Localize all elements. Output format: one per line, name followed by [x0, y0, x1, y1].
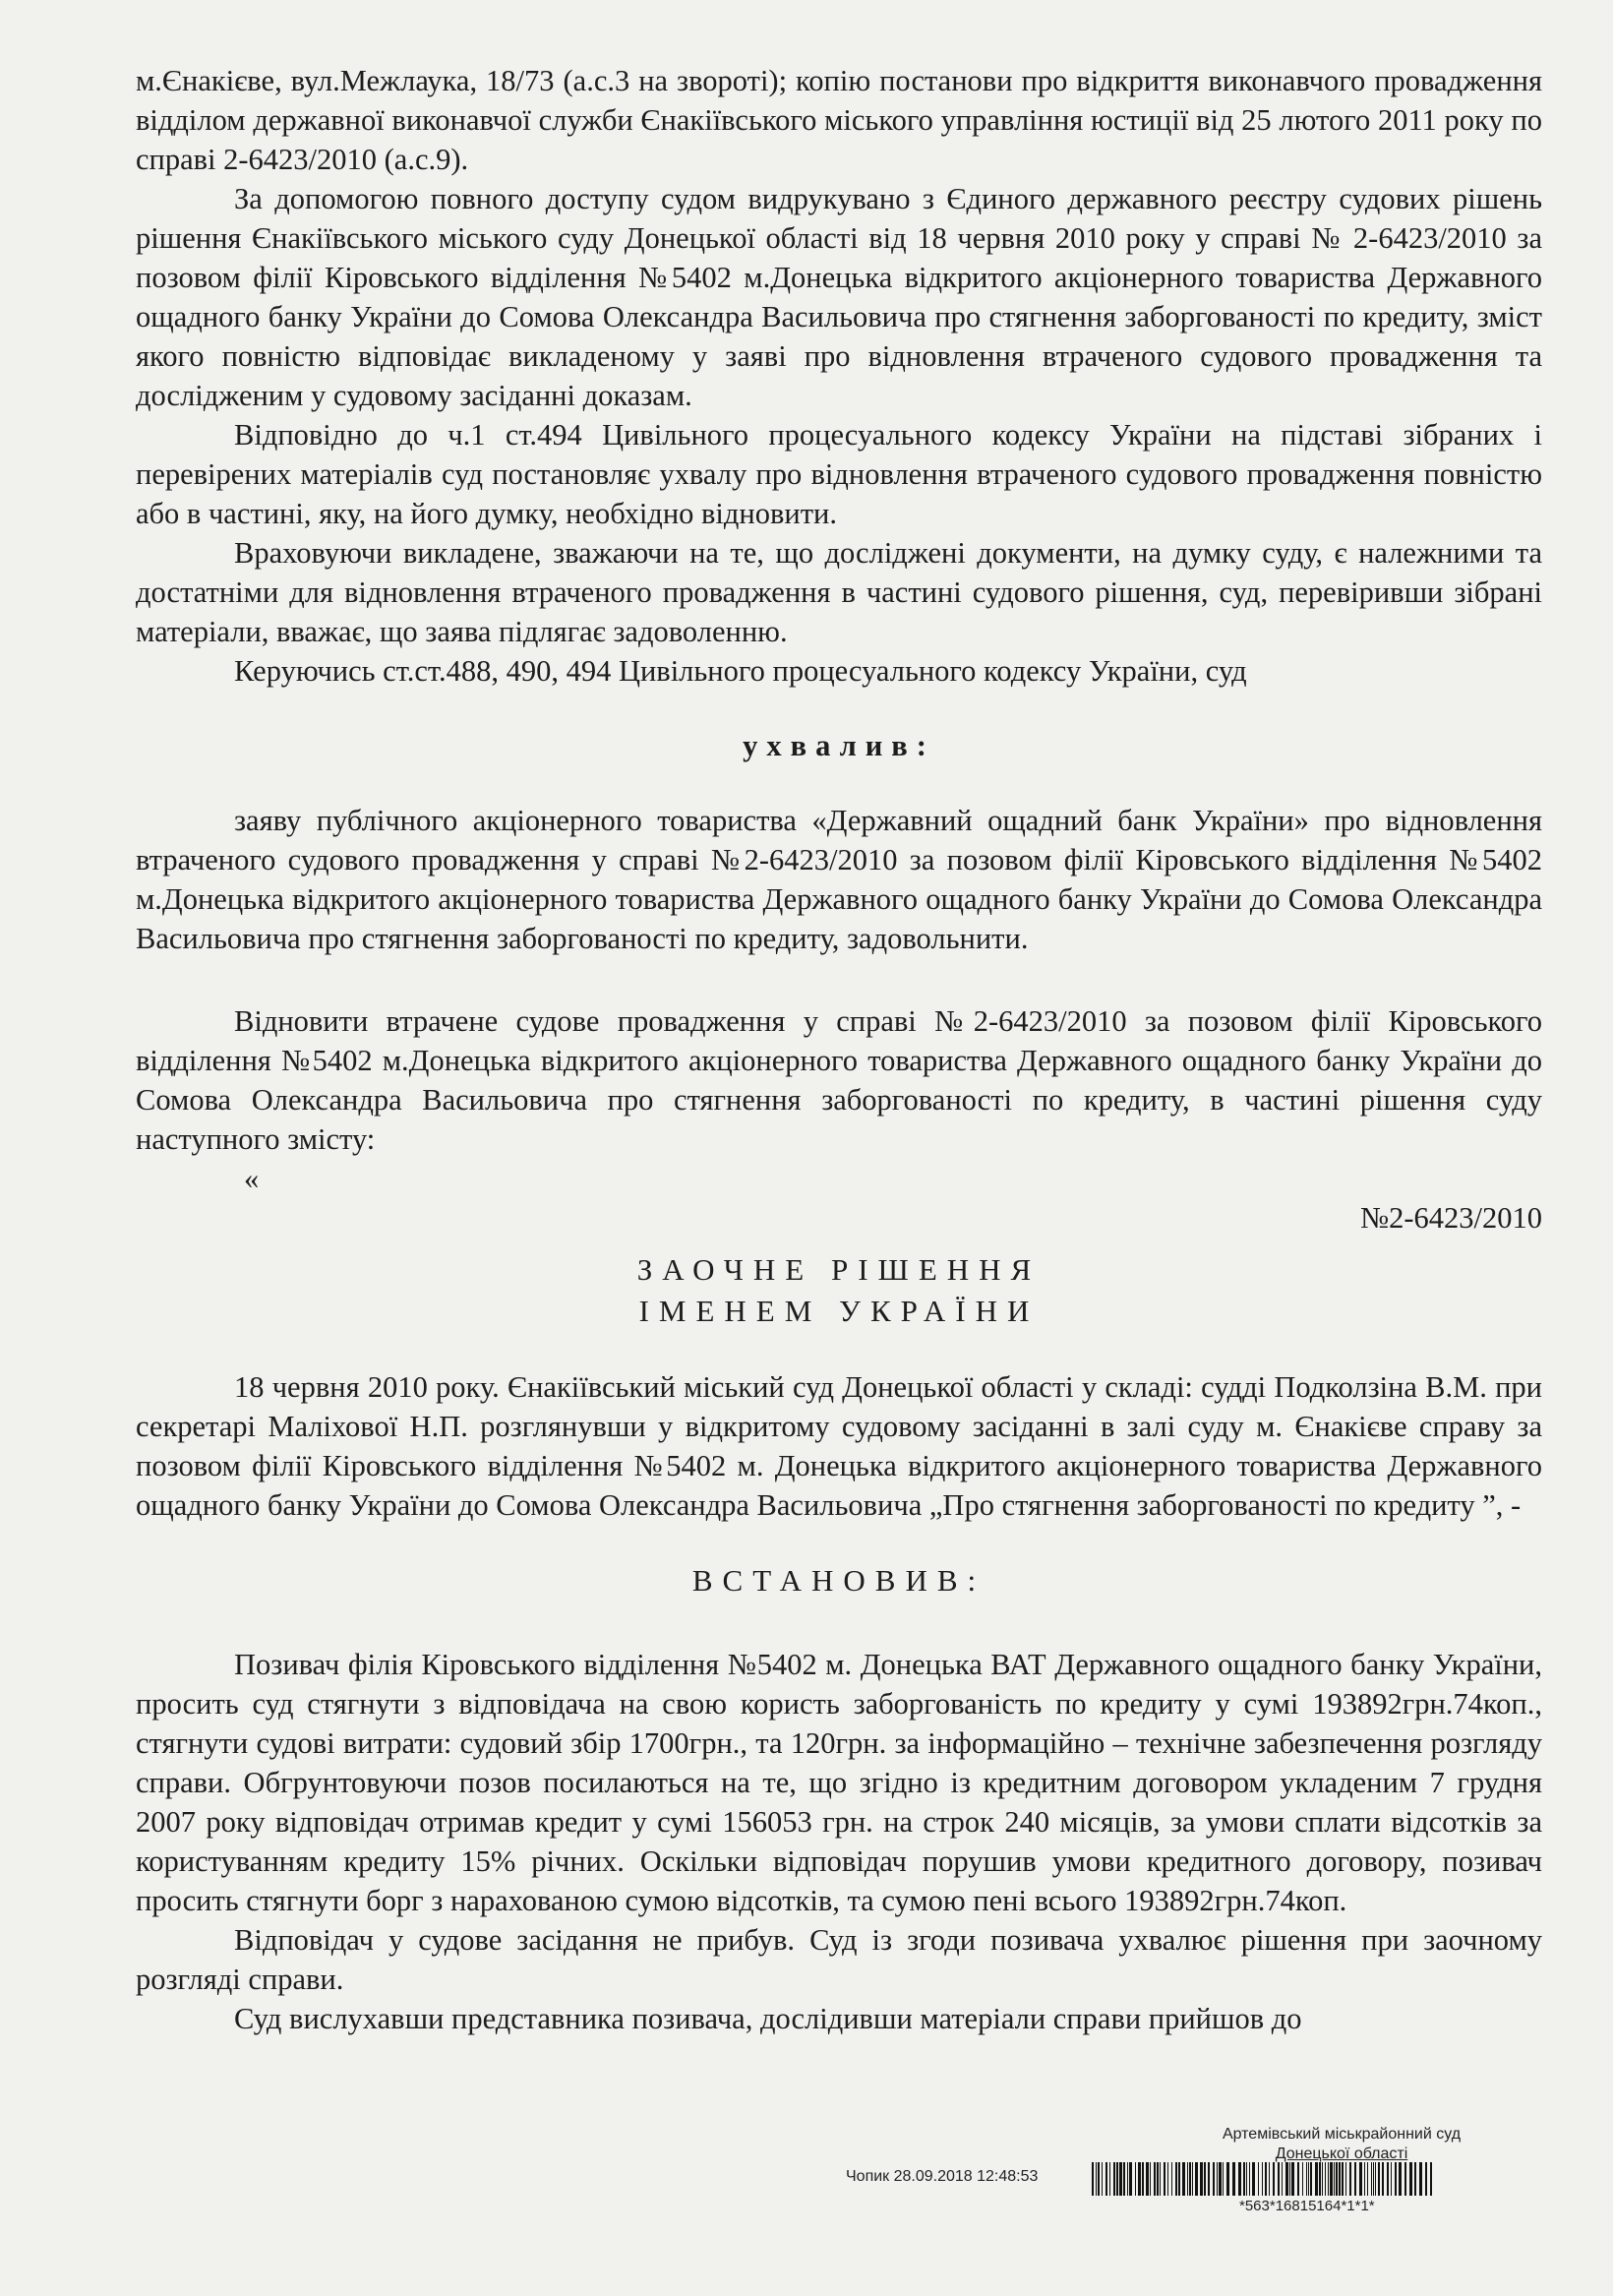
resolution-heading: ухвалив:	[743, 729, 935, 762]
paragraph: 18 червня 2010 року. Єнакіївський міський суд Донецької області у складі: судді Подколзіна В.М. при секретарі Маліхової Н.П. розглянувши у відкритому судовому засіданні в залі суду м. Єнакієве справу за позовом філії Кіровського відділення №5402 м. Донецька відкритого акціонерного товариства Державного ощадного банку України до Сомова Олександра Васильовича „Про стягнення заборгованості по кредиту ”, -	[136, 1370, 1542, 1522]
paragraph: м.Єнакієве, вул.Межлаука, 18/73 (а.с.3 на звороті); копію постанови про відкриття виконавчого провадження відділом державної виконавчої служби Єнакіївського міського управління юстиції від 25 лютого 2011 року по справі 2-6423/2010 (а.с.9).	[136, 64, 1542, 176]
paragraph: За допомогою повного доступу судом видрукувано з Єдиного державного реєстру судових рішень рішення Єнакіївського міського суду Донецької області від 18 червня 2010 року у справі № 2-6423/2010 за позовом філії Кіровського відділення №5402 м.Донецька відкритого акціонерного товариства Державного ощадного банку України до Сомова Олександра Васильовича про стягнення заборгованості по кредиту, зміст якого повністю відповідає викладеному у заяві про відновлення втраченого судового провадження та дослідженим у судовому засіданні доказам.	[136, 182, 1542, 412]
stamp-user-time: Чопик 28.09.2018 12:48:53	[846, 2168, 1039, 2185]
stamp-court-name: Артемівський міськрайонний суд	[1222, 2126, 1462, 2143]
paragraph: Відновити втрачене судове провадження у справі №2-6423/2010 за позовом філії Кіровського відділення №5402 м.Донецька відкритого акціонерного товариства Державного ощадного банку України до Сомова Олександра Васильовича про стягнення заборгованості по кредиту, в частині рішення суду наступного змісту:	[136, 1004, 1542, 1156]
decision-title: ЗАОЧНЕ РІШЕННЯ	[636, 1252, 1042, 1287]
open-quote: «	[244, 1162, 260, 1195]
document-body	[136, 61, 1542, 2038]
paragraph: Відповідач у судове засідання не прибув. Суд із згоди позивача ухвалює рішення при заочному розгляді справи.	[136, 1923, 1542, 1996]
stamp-court-region: Донецької області	[1275, 2145, 1408, 2162]
paragraph: Відповідно до ч.1 ст.494 Цивільного процесуального кодексу України на підставі зібраних і перевірених матеріалів суд постановляє ухвалу про відновлення втраченого судового провадження повністю або в частині, яку, на його думку, необхідно відновити.	[136, 418, 1542, 530]
paragraph: Суд вислухавши представника позивача, дослідивши матеріали справи прийшов до	[234, 2002, 1302, 2035]
established-heading: ВСТАНОВИВ:	[691, 1563, 986, 1598]
paragraph: Керуючись ст.ст.488, 490, 494 Цивільного процесуального кодексу України, суд	[234, 654, 1247, 688]
paragraph: заяву публічного акціонерного товариства «Державний ощадний банк України» про відновлення втраченого судового провадження у справі №2-6423/2010 за позовом філії Кіровського відділення №5402 м.Донецька відкритого акціонерного товариства Державного ощадного банку України до Сомова Олександра Васильовича про стягнення заборгованості по кредиту, задовольнити.	[136, 804, 1542, 955]
decision-subtitle: ІМЕНЕМ УКРАЇНИ	[638, 1294, 1040, 1328]
paragraph: Враховуючи викладене, зважаючи на те, що досліджені документи, на думку суду, є належними та достатніми для відновлення втраченого провадження в частині судового рішення, суд, перевіривши зібрані матеріали, вважає, що заява підлягає задоволенню.	[136, 536, 1542, 648]
case-number: №2-6423/2010	[1360, 1201, 1542, 1235]
paragraph: Позивач філія Кіровського відділення №5402 м. Донецька ВАТ Державного ощадного банку України, просить суд стягнути з відповідача на свою користь заборгованість по кредиту у сумі 193892грн.74коп., стягнути судові витрати: судовий збір 1700грн., та 120грн. за інформаційно – технічне забезпечення розгляду справи. Обгрунтовуючи позов посилаються на те, що згідно із кредитним договором укладеним 7 грудня 2007 року відповідач отримав кредит у сумі 156053 грн. на строк 240 місяців, за умови сплати відсотків за користуванням кредиту 15% річних. Оскільки відповідач порушив умови кредитного договору, позивач просить стягнути борг з нарахованою сумою відсотків, та сумою пені всього 193892грн.74коп.	[136, 1648, 1542, 1917]
barcode-icon	[1092, 2162, 1436, 2196]
stamp-court	[1194, 2125, 1489, 2164]
barcode-code: *563*16815164*1*1*	[1239, 2198, 1375, 2214]
